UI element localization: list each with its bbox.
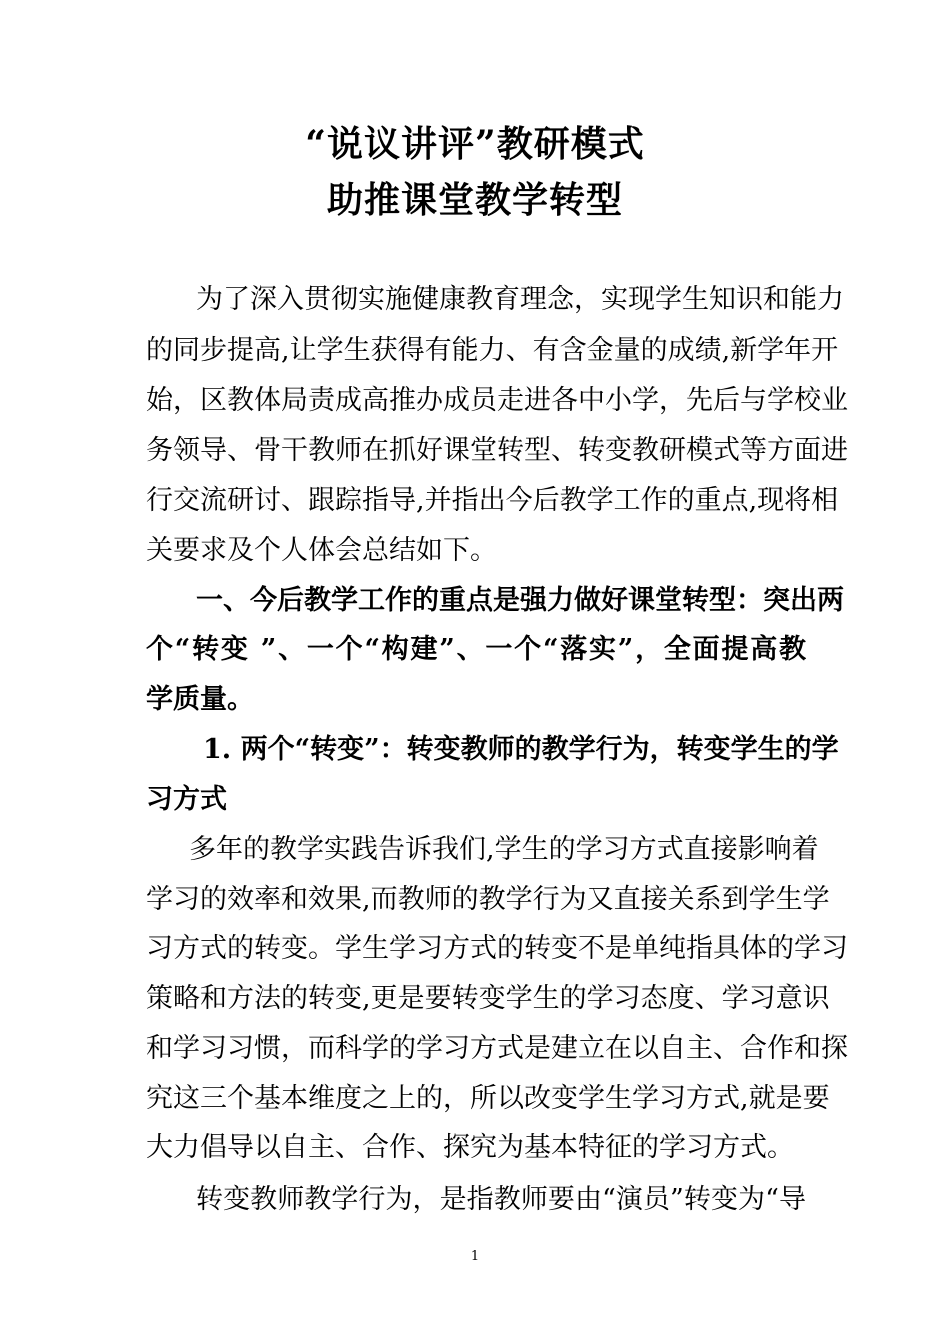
paragraph-line: 究这三个基本维度之上的，所以改变学生学习方式,就是要	[146, 1083, 830, 1114]
paragraph-line: 为了深入贯彻实施健康教育理念，实现学生知识和能力	[196, 284, 844, 315]
section-heading-line: 学质量。	[146, 684, 254, 715]
document-title-line-2: 助推课堂教学转型	[326, 179, 623, 221]
paragraph-line: 习方式的转变。学生学习方式的转变不是单纯指具体的学习	[146, 933, 848, 964]
paragraph-line: 和学习习惯，而科学的学习方式是建立在以自主、合作和探	[146, 1033, 848, 1064]
paragraph-line: 策略和方法的转变,更是要转变学生的学习态度、学习意识	[146, 983, 830, 1014]
subheading-line: 1. 两个“转变”：转变教师的教学行为，转变学生的学	[203, 734, 839, 765]
paragraph-line: 行交流研讨、跟踪指导,并指出今后教学工作的重点,现将相	[146, 485, 839, 516]
paragraph-line: 学习的效率和效果,而教师的教学行为又直接关系到学生学	[146, 884, 830, 915]
paragraph-line: 大力倡导以自主、合作、探究为基本特征的学习方式。	[146, 1132, 794, 1163]
section-heading-line: 一、今后教学工作的重点是强力做好课堂转型：突出两	[196, 585, 844, 616]
paragraph-line: 多年的教学实践告诉我们,学生的学习方式直接影响着	[189, 834, 819, 865]
paragraph-line: 务领导、骨干教师在抓好课堂转型、转变教研模式等方面进	[146, 435, 848, 466]
section-heading-line: 个“转变 ”、一个“构建”、一个“落实”，全面提高教	[146, 634, 806, 665]
paragraph-line: 转变教师教学行为，是指教师要由“演员”转变为“导	[196, 1184, 806, 1215]
page-number: 1	[470, 1249, 480, 1264]
paragraph-line: 始，区教体局责成高推办成员走进各中小学，先后与学校业	[146, 385, 848, 416]
subheading-line: 习方式	[146, 784, 227, 815]
document-title-line-1: “说议讲评”教研模式	[305, 123, 645, 165]
paragraph-line: 关要求及个人体会总结如下。	[146, 535, 497, 566]
paragraph-line: 的同步提高,让学生获得有能力、有含金量的成绩,新学年开	[146, 335, 839, 366]
